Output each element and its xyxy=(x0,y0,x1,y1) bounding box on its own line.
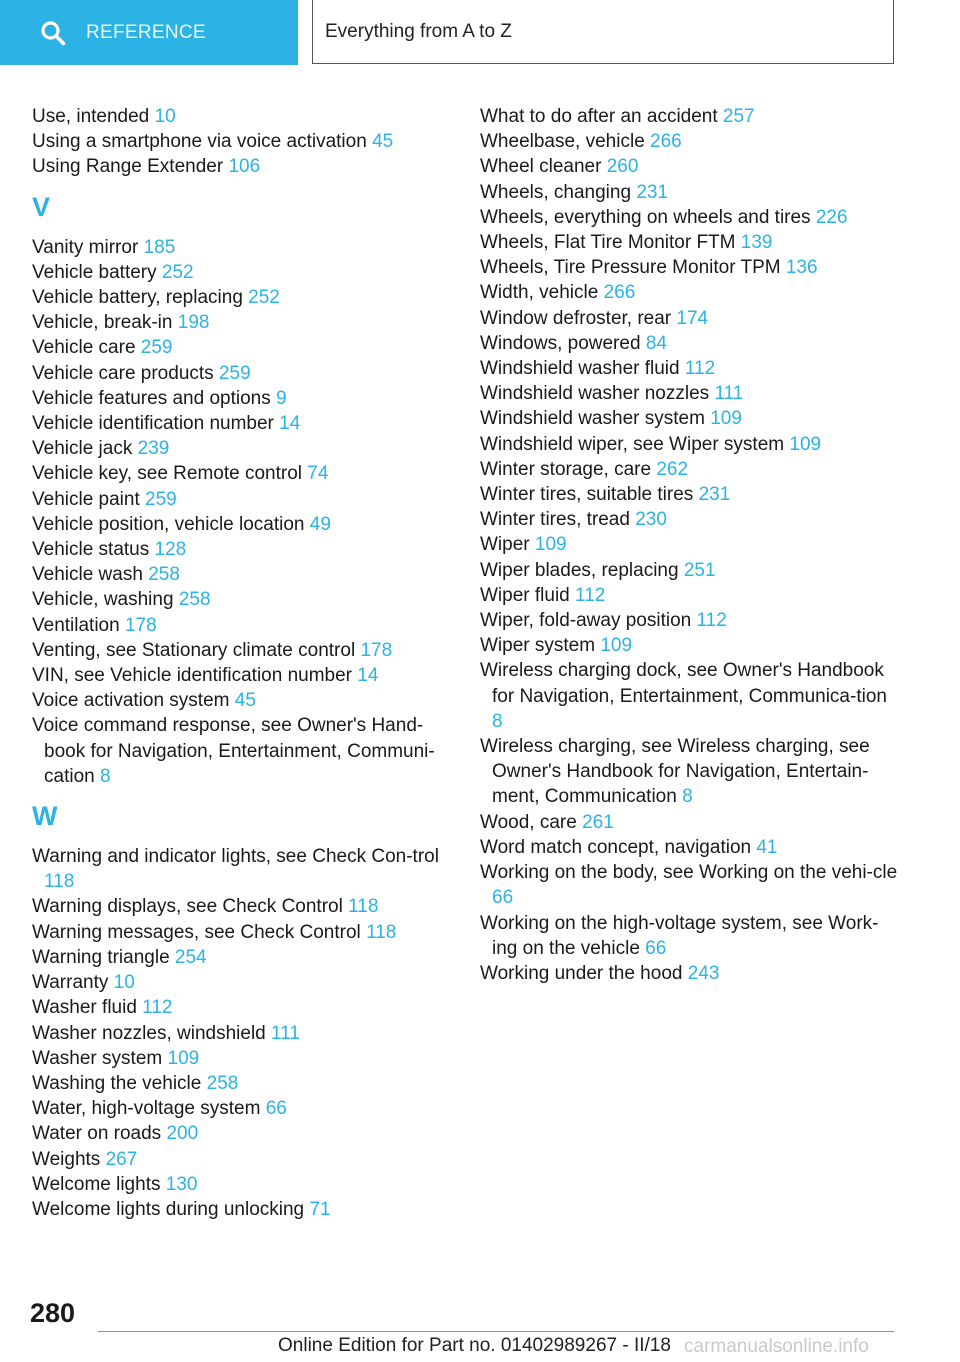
index-entry-term: Warning triangle xyxy=(32,946,170,968)
index-entry-term: Width, vehicle xyxy=(480,282,599,304)
index-entry xyxy=(32,1046,452,1071)
index-entry-term: Windshield washer nozzles xyxy=(480,383,710,405)
index-entry-term: Warning and indicator lights, see Check Con‐trol xyxy=(32,846,439,868)
index-entry-term: Vehicle care products xyxy=(32,362,214,384)
index-entry xyxy=(32,920,452,945)
index-entry xyxy=(32,945,452,970)
index-entry xyxy=(32,335,452,360)
index-page-link[interactable]: 178 xyxy=(124,614,157,636)
index-entry-term: Working under the hood xyxy=(480,962,683,984)
index-entry xyxy=(480,230,900,255)
index-page-link[interactable]: 258 xyxy=(178,589,211,611)
index-entry xyxy=(480,482,900,507)
index-entry-term: Vehicle jack xyxy=(32,438,133,460)
index-entry-term: Wheels, Flat Tire Monitor FTM xyxy=(480,232,736,254)
index-entry xyxy=(480,306,900,331)
index-entry-term: Windshield washer system xyxy=(480,408,705,430)
index-entry-term: Wheels, changing xyxy=(480,181,632,203)
index-entry xyxy=(480,255,900,280)
index-entry xyxy=(480,835,900,860)
index-entry xyxy=(480,406,900,431)
index-page-link[interactable]: 252 xyxy=(248,287,280,309)
index-page-link[interactable]: 66 xyxy=(265,1098,287,1120)
index-page-link[interactable]: 251 xyxy=(683,559,716,581)
index-entry-term: Windshield wiper, see Wiper system xyxy=(480,433,785,455)
index-entry-term: Use, intended xyxy=(32,106,150,127)
index-page-link[interactable]: 130 xyxy=(165,1173,198,1195)
index-page-link[interactable]: 128 xyxy=(154,539,187,561)
chapter-title-box xyxy=(312,0,894,64)
index-page-link[interactable]: 231 xyxy=(636,181,669,203)
index-entry xyxy=(480,104,900,129)
index-page-link[interactable]: 8 xyxy=(682,786,693,808)
page-number: 280 xyxy=(30,1298,76,1328)
index-entry xyxy=(480,356,900,381)
index-page-link[interactable]: 118 xyxy=(348,896,379,918)
index-entry-term: Using Range Extender xyxy=(32,156,224,178)
index-entry xyxy=(480,507,900,532)
index-page-link[interactable]: 260 xyxy=(606,156,639,178)
index-entry-term: VIN, see Vehicle identification number xyxy=(32,665,353,687)
index-page-link[interactable]: 8 xyxy=(492,710,503,732)
index-entry xyxy=(32,260,452,285)
index-page-link[interactable]: 112 xyxy=(142,997,173,1019)
index-entry-term: Warning displays, see Check Control xyxy=(32,896,343,918)
index-page-link[interactable]: 239 xyxy=(137,438,170,460)
index-page-link[interactable]: 139 xyxy=(740,232,773,254)
index-page-link[interactable]: 252 xyxy=(161,261,194,283)
index-entry xyxy=(32,235,452,260)
index-page-link[interactable]: 45 xyxy=(234,690,256,712)
index-entry-term: Vehicle identification number xyxy=(32,413,274,435)
index-entry xyxy=(32,537,452,562)
index-page-link[interactable]: 112 xyxy=(684,358,716,380)
index-page-link[interactable]: 185 xyxy=(143,236,176,258)
index-page-link[interactable]: 66 xyxy=(645,937,667,959)
index-page-link[interactable]: 231 xyxy=(698,484,731,506)
index-entry xyxy=(32,613,452,638)
index-page-link[interactable]: 266 xyxy=(603,282,636,304)
index-page-link[interactable]: 178 xyxy=(360,639,393,661)
index-entry xyxy=(480,205,900,230)
index-entry xyxy=(480,129,900,154)
index-page-link[interactable]: 84 xyxy=(645,332,667,354)
watermark: carmanualsonline.info xyxy=(684,1336,869,1357)
index-entry-term: What to do after an accident xyxy=(480,106,718,127)
index-page-link[interactable]: 109 xyxy=(710,408,742,430)
index-page-link[interactable]: 200 xyxy=(166,1123,199,1145)
index-entry-term: Welcome lights during unlocking xyxy=(32,1198,305,1220)
index-entry xyxy=(480,810,900,835)
index-entry-term: Winter tires, tread xyxy=(480,509,630,531)
index-letter-heading: W xyxy=(32,801,58,832)
index-page-link[interactable]: 109 xyxy=(534,534,567,556)
index-page-link[interactable]: 243 xyxy=(687,962,720,984)
index-page-link[interactable]: 258 xyxy=(206,1072,239,1094)
index-entry xyxy=(480,558,900,583)
index-entry-term: Wireless charging dock, see Owner's Handbook for Navigation, Entertainment, Communica‐tion xyxy=(480,660,887,707)
index-page-link[interactable]: 109 xyxy=(167,1047,200,1069)
index-page-link[interactable]: 262 xyxy=(656,458,689,480)
index-entry xyxy=(480,658,900,734)
index-entry-term: Wheels, Tire Pressure Monitor TPM xyxy=(480,257,781,279)
index-entry-term: Windows, powered xyxy=(480,332,641,354)
index-entry xyxy=(480,154,900,179)
index-entry xyxy=(32,638,452,663)
index-page-link[interactable]: 257 xyxy=(722,106,755,127)
index-page-link[interactable]: 118 xyxy=(44,871,75,893)
index-page-link[interactable]: 74 xyxy=(307,463,329,485)
index-entry-term: Warning messages, see Check Control xyxy=(32,921,361,943)
index-entry xyxy=(32,436,452,461)
index-entry xyxy=(32,1172,452,1197)
index-entry-term: Working on the high-voltage system, see Work‐ing on the vehicle xyxy=(480,912,879,959)
index-entry-term: Washing the vehicle xyxy=(32,1072,202,1094)
index-entry-term: Wheel cleaner xyxy=(480,156,602,178)
index-entry-term: Windshield washer fluid xyxy=(480,358,680,380)
index-entry-term: Vehicle, washing xyxy=(32,589,174,611)
index-entry-term: Vehicle wash xyxy=(32,564,143,586)
index-entry xyxy=(32,970,452,995)
index-page-link[interactable]: 45 xyxy=(372,131,394,153)
index-entry-term: Venting, see Stationary climate control xyxy=(32,639,356,661)
index-entry xyxy=(32,1096,452,1121)
index-entry-term: Warranty xyxy=(32,972,109,994)
index-letter-heading: V xyxy=(32,191,51,222)
index-entry xyxy=(32,487,452,512)
index-entry xyxy=(32,663,452,688)
index-page-link[interactable]: 111 xyxy=(271,1022,300,1044)
index-page-link[interactable]: 106 xyxy=(228,156,261,178)
chapter-title: Everything from A to Z xyxy=(325,20,512,42)
index-entry xyxy=(32,1021,452,1046)
index-entry-term: Vehicle, break-in xyxy=(32,312,173,334)
index-page-link[interactable]: 174 xyxy=(676,307,709,329)
index-entry-term: Vehicle features and options xyxy=(32,387,271,409)
index-entry xyxy=(32,310,452,335)
index-page-link[interactable]: 8 xyxy=(99,765,111,787)
index-entry xyxy=(32,1071,452,1096)
index-entry xyxy=(480,381,900,406)
index-page-link[interactable]: 118 xyxy=(366,921,397,943)
index-entry-term: Welcome lights xyxy=(32,1173,161,1195)
index-entry xyxy=(32,386,452,411)
index-page-link[interactable]: 259 xyxy=(145,488,177,510)
index-page-link[interactable]: 267 xyxy=(105,1148,138,1170)
index-page-link[interactable]: 258 xyxy=(148,564,180,586)
index-page-link[interactable]: 10 xyxy=(113,972,135,994)
index-page-link[interactable]: 261 xyxy=(582,811,614,833)
index-entry-term: Vehicle paint xyxy=(32,488,140,510)
index-page-link[interactable]: 259 xyxy=(218,362,251,384)
index-entry-term: Winter tires, suitable tires xyxy=(480,484,694,506)
index-entry-term: Wood, care xyxy=(480,811,577,833)
index-entry xyxy=(32,461,452,486)
index-entry xyxy=(32,1197,452,1222)
index-entry-term: Voice command response, see Owner's Hand‐book for Navigation, Entertainment, Communi‐cation xyxy=(32,715,435,787)
index-entry xyxy=(480,633,900,658)
index-page-link[interactable]: 14 xyxy=(279,413,301,435)
index-page-link[interactable]: 226 xyxy=(815,206,848,228)
index-entry-term: Window defroster, rear xyxy=(480,307,672,329)
index-entry-term: Water, high-voltage system xyxy=(32,1098,261,1120)
index-entry xyxy=(32,361,452,386)
index-page-link[interactable]: 109 xyxy=(600,635,633,657)
index-entry xyxy=(480,331,900,356)
edition-note: Online Edition for Part no. 01402989267 - II/18 xyxy=(278,1335,671,1356)
index-page-link[interactable]: 41 xyxy=(756,836,778,858)
index-entry-term: Vehicle status xyxy=(32,539,150,561)
section-tab[interactable] xyxy=(0,0,298,65)
index-page-link[interactable]: 230 xyxy=(635,509,667,531)
index-entry xyxy=(32,285,452,310)
index-page-link[interactable]: 254 xyxy=(174,946,207,968)
index-page-link[interactable]: 111 xyxy=(714,383,744,405)
index-entry xyxy=(480,734,900,810)
index-entry xyxy=(480,860,900,910)
index-entry-term: Word match concept, navigation xyxy=(480,836,752,858)
footer-divider xyxy=(98,1331,894,1332)
index-entry xyxy=(32,104,452,129)
index-column-left xyxy=(32,104,452,1222)
index-entry xyxy=(32,1147,452,1172)
index-page-link[interactable]: 9 xyxy=(276,387,287,409)
index-entry xyxy=(480,180,900,205)
index-entry-term: Wiper, fold-away position xyxy=(480,610,692,632)
index-entry xyxy=(32,844,452,894)
index-entry xyxy=(480,532,900,557)
index-entry-term: Weights xyxy=(32,1148,101,1170)
index-entry-term: Wiper fluid xyxy=(480,584,570,606)
index-entry-term: Wireless charging, see Wireless charging, see Owner's Handbook for Navigation, Entertain‐ment, Communication xyxy=(480,736,870,808)
section-label: REFERENCE xyxy=(86,21,206,43)
index-entry-term: Winter storage, care xyxy=(480,458,652,480)
index-entry xyxy=(480,583,900,608)
index-page-link[interactable]: 112 xyxy=(696,610,727,632)
index-entry-term: Washer system xyxy=(32,1047,163,1069)
index-entry xyxy=(480,280,900,305)
index-entry xyxy=(480,432,900,457)
index-page-link[interactable]: 14 xyxy=(357,665,379,687)
index-entry xyxy=(32,1121,452,1146)
index-page-link[interactable]: 66 xyxy=(492,887,514,909)
index-entry xyxy=(32,512,452,537)
index-page-link[interactable]: 10 xyxy=(154,106,176,127)
index-entry-term: Wheelbase, vehicle xyxy=(480,131,645,153)
index-column-right xyxy=(480,104,900,986)
index-entry-term: Vehicle position, vehicle location xyxy=(32,513,305,535)
index-entry-term: Vehicle key, see Remote control xyxy=(32,463,303,485)
index-page-link[interactable]: 198 xyxy=(177,312,210,334)
index-entry-term: Working on the body, see Working on the vehi‐cle xyxy=(480,862,898,884)
index-entry xyxy=(32,587,452,612)
index-page-link[interactable]: 109 xyxy=(789,433,822,455)
index-entry-term: Vehicle battery, replacing xyxy=(32,287,243,309)
index-entry-term: Wiper blades, replacing xyxy=(480,559,679,581)
index-entry-term: Wiper xyxy=(480,534,530,556)
search-icon xyxy=(40,20,66,46)
index-entry-term: Vanity mirror xyxy=(32,236,139,258)
index-entry xyxy=(32,894,452,919)
index-entry-term: Wiper system xyxy=(480,635,596,657)
index-entry xyxy=(32,154,452,179)
index-page-link[interactable]: 259 xyxy=(140,337,173,359)
index-entry-term: Washer nozzles, windshield xyxy=(32,1022,266,1044)
index-entry-term: Ventilation xyxy=(32,614,120,636)
index-entry xyxy=(32,562,452,587)
index-entry xyxy=(32,129,452,154)
index-entry xyxy=(32,995,452,1020)
index-entry-term: Vehicle battery xyxy=(32,261,157,283)
index-page-link[interactable]: 49 xyxy=(309,513,331,535)
index-entry-term: Voice activation system xyxy=(32,690,230,712)
index-entry xyxy=(480,911,900,961)
index-page-link[interactable]: 266 xyxy=(650,131,682,153)
index-entry xyxy=(480,457,900,482)
index-entry xyxy=(480,961,900,986)
index-entry-term: Water on roads xyxy=(32,1123,162,1145)
index-entry xyxy=(32,713,452,789)
index-entry-term: Washer fluid xyxy=(32,997,137,1019)
index-page-link[interactable]: 71 xyxy=(309,1198,331,1220)
index-entry xyxy=(32,688,452,713)
index-entry-term: Using a smartphone via voice activation xyxy=(32,131,367,153)
index-entry xyxy=(32,411,452,436)
index-entry xyxy=(480,608,900,633)
index-page-link[interactable]: 112 xyxy=(575,584,606,606)
index-page-link[interactable]: 136 xyxy=(785,257,818,279)
index-entry-term: Wheels, everything on wheels and tires xyxy=(480,206,811,228)
index-entry-term: Vehicle care xyxy=(32,337,136,359)
